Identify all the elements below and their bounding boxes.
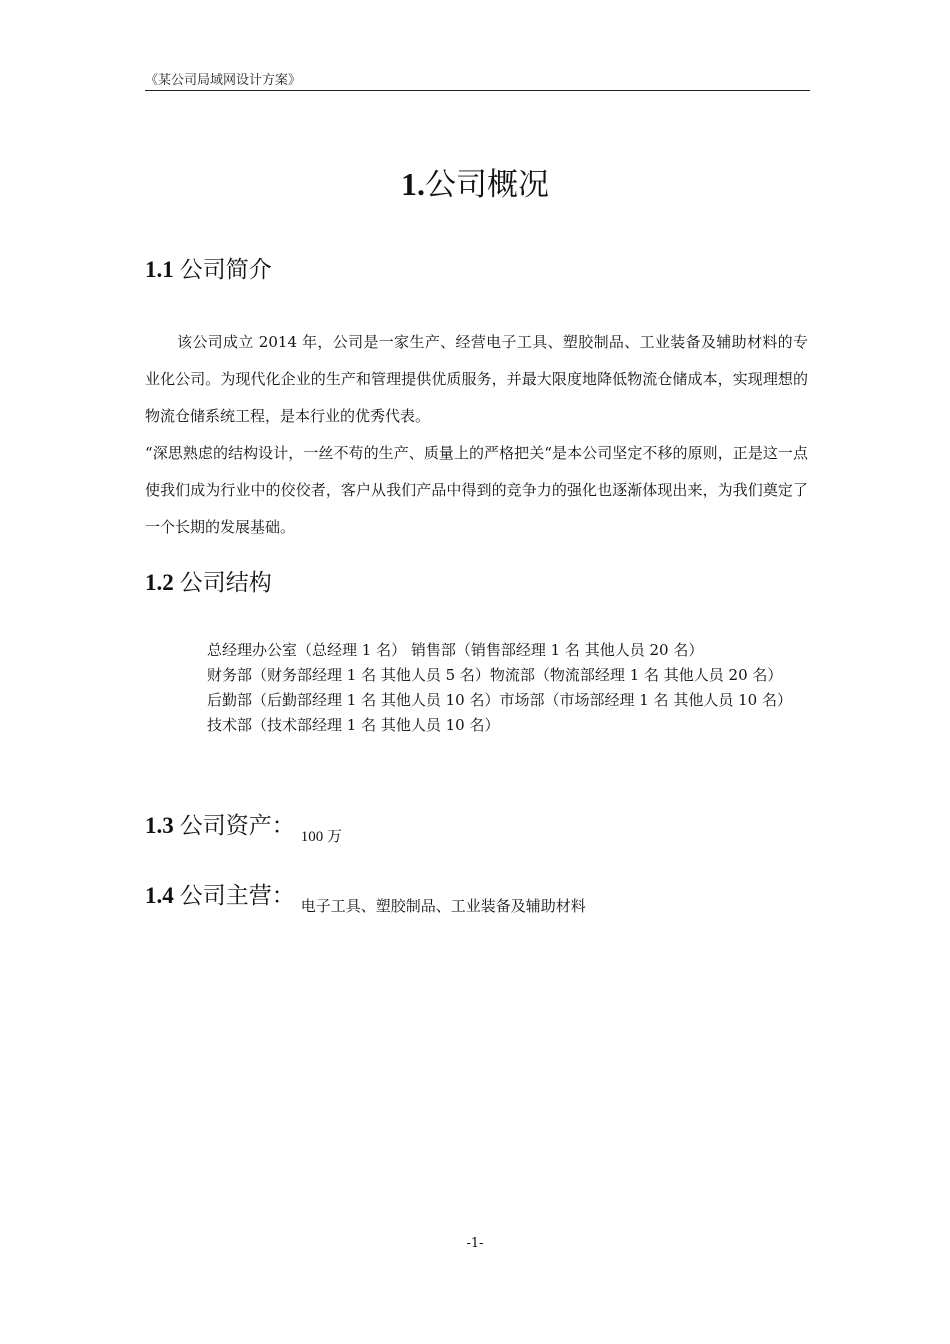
list-item: 总经理办公室（总经理 1 名） 销售部（销售部经理 1 名 其他人员 20 名） (207, 641, 704, 659)
list-item: 技术部（技术部经理 1 名 其他人员 10 名） (207, 716, 500, 734)
section-title: 公司资产： (179, 813, 295, 839)
chapter-title-text: 公司概况 (425, 167, 549, 203)
section-number: 1.3 (145, 813, 174, 838)
list-item: 后勤部（后勤部经理 1 名 其他人员 10 名）市场部（市场部经理 1 名 其他人员 10 名） (207, 691, 792, 709)
chapter-title (0, 162, 950, 207)
chapter-number: 1. (401, 166, 425, 202)
section-title: 公司简介 (179, 257, 272, 283)
section-heading-business (145, 880, 586, 915)
business-value: 电子工具、塑胶制品、工业装备及辅助材料 (300, 899, 586, 915)
section-title: 公司结构 (179, 570, 272, 596)
list-item: 财务部（财务部经理 1 名 其他人员 5 名）物流部（物流部经理 1 名 其他人员 20 名） (207, 666, 783, 684)
intro-paragraph-1: 该公司成立 2014 年，公司是一家生产、经营电子工具、塑胶制品、工业装备及辅助材料的专业化公司。为现代化企业的生产和管理提供优质服务，并最大限度地降低物流仓储成本，实现理想的物流仓储系统工程，是本行业的优秀代表。 (145, 333, 808, 425)
intro-paragraph-2: “深思熟虑的结构设计，一丝不苟的生产、质量上的严格把关“是本公司坚定不移的原则，正是这一点使我们成为行业中的佼佼者，客户从我们产品中得到的竞争力的强化也逐渐体现出来，为我们奠定了一个长期的发展基础。 (145, 444, 808, 536)
section-heading-structure (145, 567, 272, 599)
section-number: 1.4 (145, 883, 174, 908)
section-number: 1.1 (145, 257, 174, 282)
page-number: -1- (466, 1236, 484, 1251)
section-heading-intro (145, 254, 272, 286)
section-heading-assets (145, 810, 342, 845)
section-title: 公司主营： (179, 883, 295, 909)
running-header: 《某公司局域网设计方案》 (145, 72, 810, 91)
org-structure-list (175, 638, 808, 738)
assets-value: 100 万 (300, 829, 343, 845)
section-number: 1.2 (145, 570, 174, 595)
